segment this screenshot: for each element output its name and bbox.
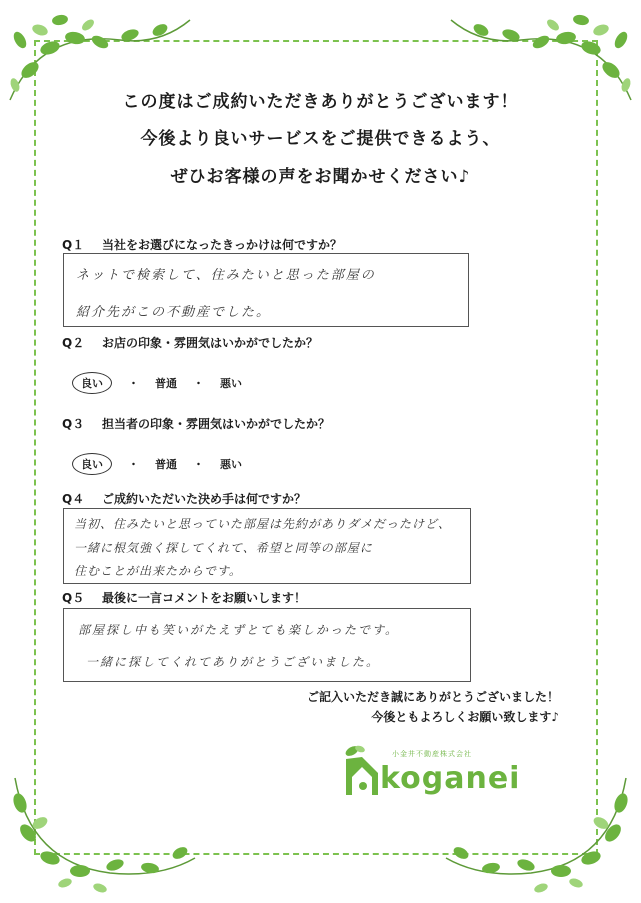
question-text: ご成約いただいた決め手は何ですか？ [102, 492, 307, 506]
answer-line: ネットで検索して、住みたいと思った部屋の [76, 268, 376, 283]
option-good-selected[interactable]: 良い [72, 372, 112, 394]
option-bad[interactable]: 悪い [220, 377, 242, 390]
vine-bottom-left-icon [0, 773, 200, 903]
answer-line: 一緒に探してくれてありがとうございました。 [86, 655, 381, 669]
question-number: Q２ [62, 336, 85, 350]
question-number: Q３ [62, 417, 85, 431]
question-5 [62, 589, 306, 606]
answer-box-q1 [63, 253, 469, 327]
answer-box-q4 [63, 508, 471, 584]
answer-line: 一緒に根気強く探してくれて、希望と同等の部屋に [74, 541, 373, 555]
question-text: 担当者の印象・雰囲気はいかがでしたか？ [102, 417, 331, 431]
answer-line: 紹介先がこの不動産でした。 [76, 305, 272, 320]
question-3 [62, 415, 330, 432]
question-2 [62, 334, 318, 351]
header-line-1: この度はご成約いただきありがとうございます！ [122, 92, 519, 112]
option-normal[interactable]: 普通 [155, 377, 177, 390]
question-text: 当社をお選びになったきっかけは何ですか？ [102, 238, 343, 252]
header-line-2: 今後より良いサービスをご提供できるよう、 [140, 129, 501, 149]
option-bad[interactable]: 悪い [220, 458, 242, 471]
question-text: お店の印象・雰囲気はいかがでしたか？ [102, 336, 319, 350]
header-line-3: ぜひお客様の声をお聞かせください♪ [170, 167, 471, 187]
answer-line: 部屋探し中も笑いがたえずとても楽しかったです。 [78, 623, 400, 637]
choices-q3: 良い ・ 普通 ・ 悪い [80, 453, 242, 475]
house-logo-icon [340, 745, 384, 799]
choices-q2: 良い ・ 普通 ・ 悪い [80, 372, 242, 394]
question-1 [62, 236, 342, 253]
logo-subtitle: 小金井不動産株式会社 [392, 750, 472, 758]
answer-line: 当初、住みたいと思っていた部屋は先約がありダメだったけど、 [74, 517, 452, 531]
option-good-selected[interactable]: 良い [72, 453, 112, 475]
company-logo [340, 745, 530, 800]
question-4 [62, 490, 306, 507]
question-number: Q１ [62, 238, 85, 252]
question-number: Q５ [62, 591, 85, 605]
logo-text: koganei [380, 761, 521, 796]
closing-line-2: 今後ともよろしくお願い致します♪ [371, 710, 559, 724]
question-text: 最後に一言コメントをお願いします！ [102, 591, 307, 605]
question-number: Q４ [62, 492, 85, 506]
answer-line: 住むことが出来たからです。 [74, 564, 242, 578]
answer-box-q5 [63, 608, 471, 682]
option-normal[interactable]: 普通 [155, 458, 177, 471]
closing-line-1: ご記入いただき誠にありがとうございました！ [306, 690, 559, 704]
